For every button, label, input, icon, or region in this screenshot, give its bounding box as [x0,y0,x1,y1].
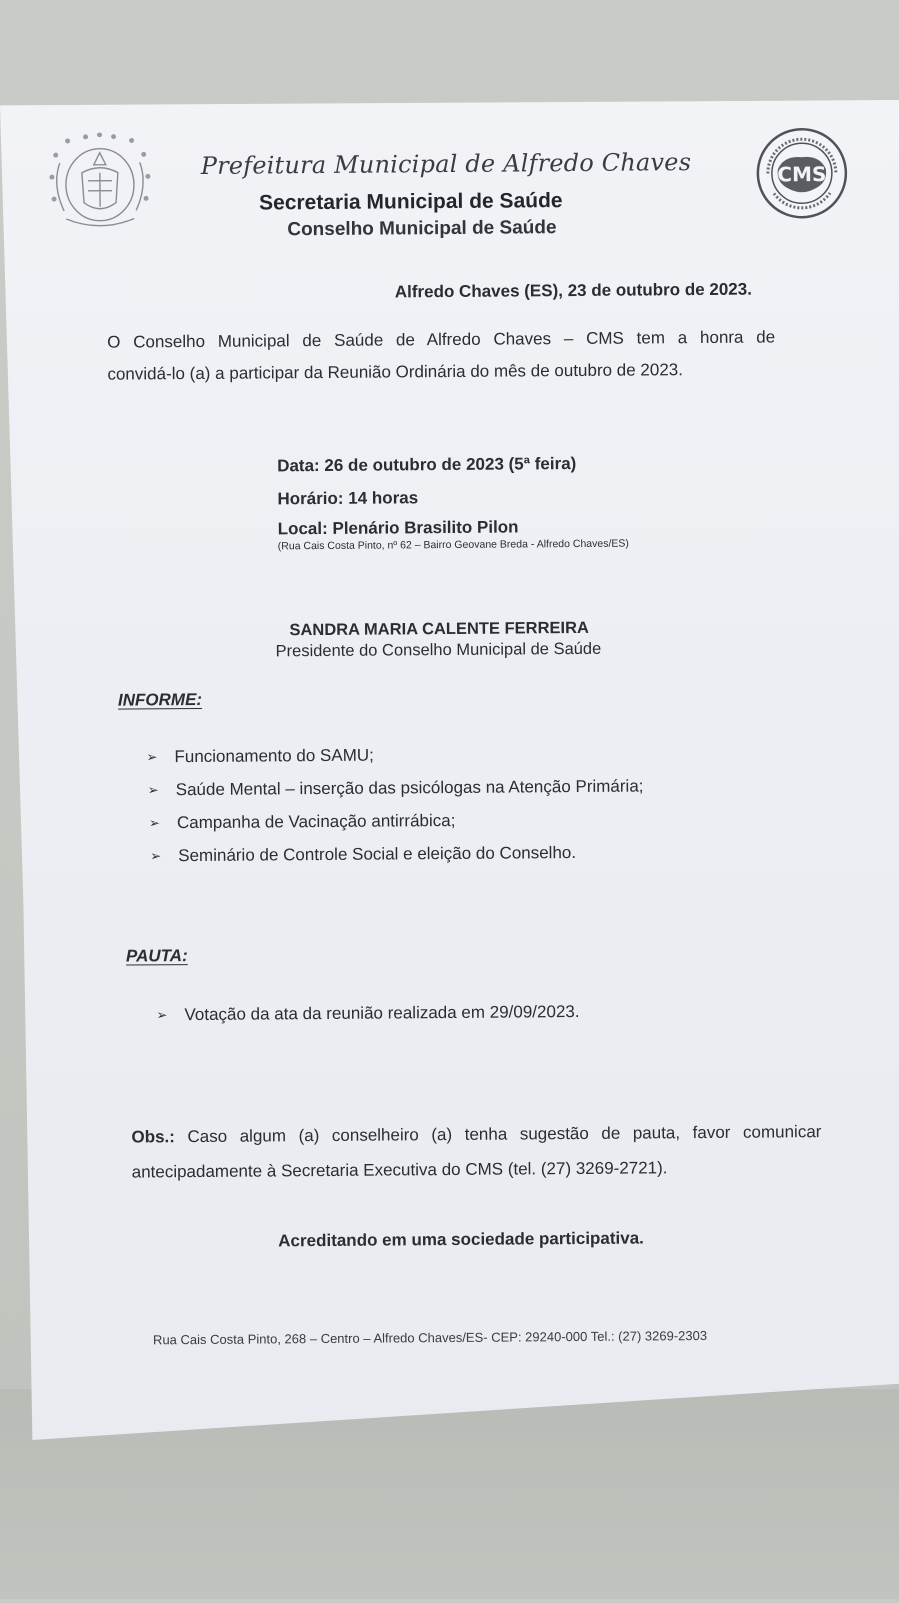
president-name: SANDRA MARIA CALENTE FERREIRA [289,618,589,640]
obs-line-2: antecipadamente à Secretaria Executiva do CMS (tel. (27) 3269-2721). [131,1158,668,1182]
informe-heading: INFORME: [117,689,203,710]
conselho-title: Conselho Municipal de Saúde [287,217,557,241]
prefeitura-title: Prefeitura Municipal de Alfredo Chaves [200,148,692,180]
intro-line-2: convidá-lo (a) a participar da Reunião Ordinária do mês de outubro de 2023. [107,360,684,384]
obs-line-1 [131,1122,821,1147]
secretaria-title: Secretaria Municipal de Saúde [259,189,563,215]
intro-line-1: O Conselho Municipal de Saúde de Alfredo Chaves – CMS tem a honra de [107,327,776,352]
president-role: Presidente do Conselho Municipal de Saúde [275,639,602,661]
list-item-text: Saúde Mental – inserção das psicólogas na Atenção Primária; [175,776,644,800]
footer-address: Rua Cais Costa Pinto, 268 – Centro – Alfredo Chaves/ES- CEP: 29240-000 Tel.: (27) 3269-2303 [152,1328,708,1348]
meeting-time: Horário: 14 horas [277,488,419,509]
document-date: Alfredo Chaves (ES), 23 de outubro de 2023. [394,279,752,302]
arrow-bullet-icon: ➢ [150,848,162,864]
list-item-text: Votação da ata da reunião realizada em 29/09/2023. [184,1001,580,1025]
meeting-place: Local: Plenário Brasilito Pilon [277,517,519,539]
closing-motto: Acreditando em uma sociedade participativa. [278,1228,644,1251]
list-item-text: Funcionamento do SAMU; [174,745,374,767]
meeting-address: (Rua Cais Costa Pinto, nº 62 – Bairro Geovane Breda - Alfredo Chaves/ES) [277,537,629,553]
coat-of-arms-icon [46,132,155,233]
list-item-text: Seminário de Controle Social e eleição do Conselho. [178,843,577,866]
arrow-bullet-icon: ➢ [156,1007,168,1023]
cms-logo-text: CMS [777,162,827,187]
obs-text-1: Caso algum (a) conselheiro (a) tenha sugestão de pauta, favor comunicar [174,1122,822,1147]
meeting-date: Data: 26 de outubro de 2023 (5ª feira) [277,454,577,476]
list-item [156,1002,579,1025]
pauta-heading: PAUTA: [125,946,188,966]
list-item [150,843,576,866]
list-item [149,811,456,833]
arrow-bullet-icon: ➢ [148,815,160,831]
cms-logo-icon [753,125,850,222]
list-item [148,776,644,800]
list-item-text: Campanha de Vacinação antirrábica; [176,810,456,833]
obs-label: Obs.: [131,1127,175,1147]
arrow-bullet-icon: ➢ [147,782,159,798]
list-item [146,746,374,768]
arrow-bullet-icon: ➢ [146,749,158,765]
